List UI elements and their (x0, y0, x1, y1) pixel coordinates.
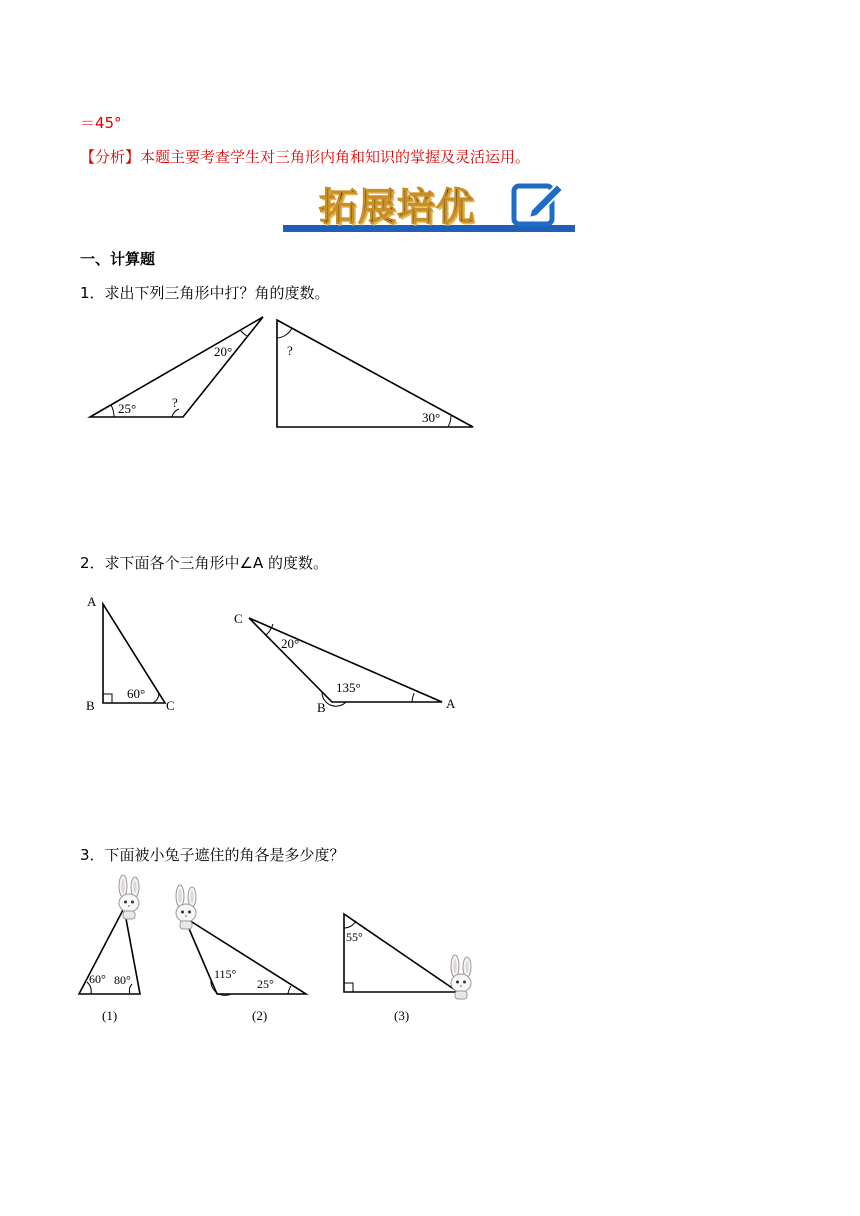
edit-icon (511, 178, 565, 232)
banner-title: 拓展培优 (319, 185, 476, 229)
q2f2-vertex-a: A (446, 696, 456, 711)
q2f1-vertex-a: A (87, 594, 97, 609)
question-3-figures (74, 868, 494, 1033)
q3f2-angle-right: 25° (257, 977, 274, 991)
question-2-text: 2．求下面各个三角形中∠A 的度数。 (80, 554, 329, 572)
q3f3-caption: (3) (394, 1008, 410, 1023)
section-banner (283, 176, 575, 238)
q2-triangle-1 (86, 594, 175, 713)
q1f1-angle-mark: ? (172, 395, 178, 410)
question-3-text: 3．下面被小兔子遮住的角各是多少度？ (80, 846, 345, 864)
q2f2-vertex-b: B (317, 700, 326, 715)
analysis-text: 本题主要考查学生对三角形内角和知识的掌握及灵活运用。 (140, 148, 531, 166)
q1f2-angle-bottom-right: 30° (422, 410, 441, 425)
q2f1-vertex-b: B (86, 698, 95, 713)
q2f2-angle-b: 135° (336, 680, 361, 695)
q1-triangle-2 (277, 320, 473, 427)
q3f1-caption: (1) (102, 1008, 118, 1023)
analysis-label: 【分析】 (80, 148, 141, 166)
q2f2-angle-c: 20° (281, 636, 300, 651)
q1f1-angle-bottom-left: 25° (118, 401, 137, 416)
analysis-line (80, 146, 530, 167)
q2f2-vertex-c: C (234, 611, 243, 626)
q3-triangle-3 (344, 914, 471, 1023)
q3f1-angle-right: 80° (114, 973, 131, 987)
q3f2-caption: (2) (252, 1008, 268, 1023)
q3f1-angle-left: 60° (89, 972, 106, 986)
q1-triangle-1 (90, 317, 263, 417)
q1f2-angle-top: ? (287, 343, 293, 358)
q3f2-angle-left: 115° (214, 967, 237, 981)
q3-triangle-1 (79, 875, 140, 1023)
question-1-figures (80, 310, 490, 440)
q1f1-angle-top: 20° (214, 344, 233, 359)
section-title: 一、计算题 (80, 250, 156, 268)
q3-triangle-2 (176, 885, 306, 1023)
question-2-figures (78, 586, 478, 721)
q2-triangle-2 (234, 611, 456, 715)
answer-tail: ＝45° (80, 114, 122, 132)
q2f1-angle-c: 60° (127, 686, 146, 701)
q3f3-angle-top: 55° (346, 930, 363, 944)
question-1-text: 1．求出下列三角形中打？角的度数。 (80, 284, 330, 302)
q2f1-vertex-c: C (166, 698, 175, 713)
